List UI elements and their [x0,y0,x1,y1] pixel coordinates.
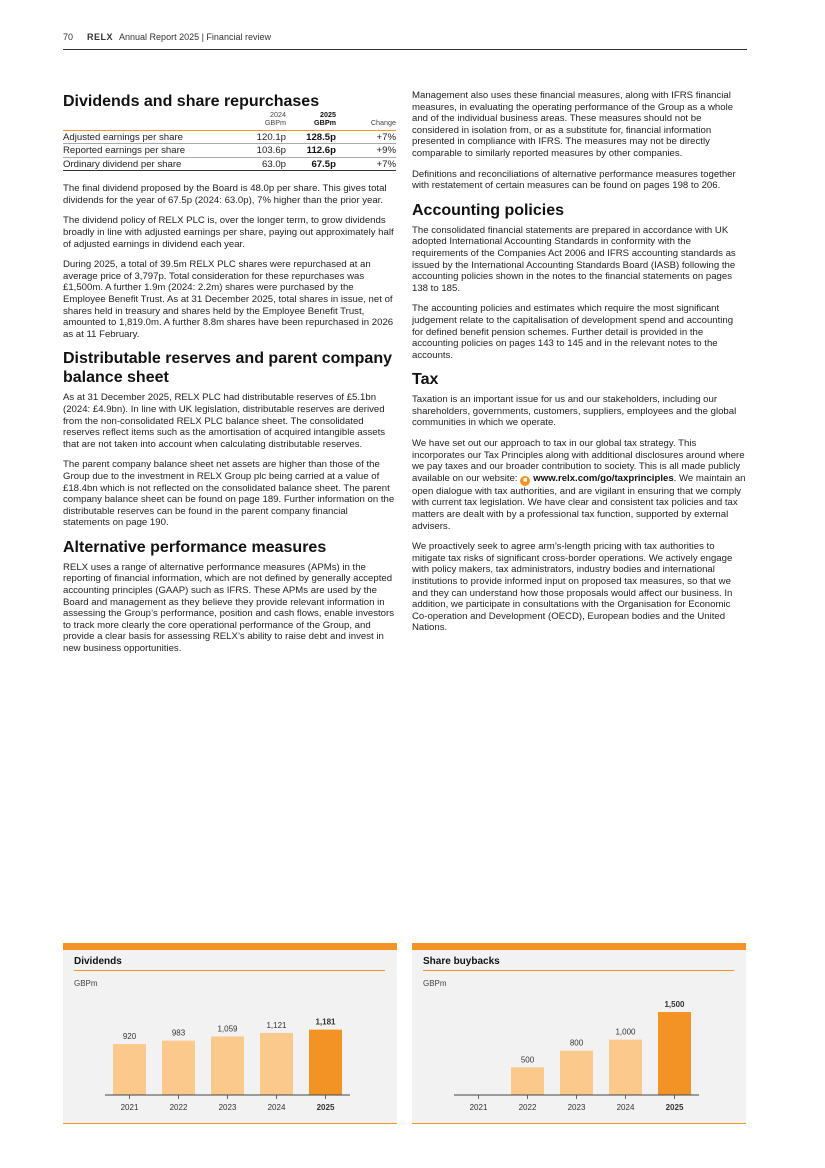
paragraph: RELX uses a range of alternative performance measures (APMs) in the reporting of financial information, which are not defined by generally accepted accounting principles (GAAP) such as IFRS. These APMs are used by the Board and management as they believe they provide relevant information in assessing the Group’s performance, position and cash flows, enable investors to track more clearly the core operational performance of the Group, and provide a clear basis for assessing RELX’s ability to raise debt and invest in new business opportunities. [63,561,394,655]
paragraph: The dividend policy of RELX PLC is, over the longer term, to grow dividends broadly in line with adjusted earnings per share, paying out approximately half of adjusted earnings in dividend each year. [63,215,394,250]
x-tick-label: 2025 [665,1103,684,1112]
value-label: 1,121 [266,1020,287,1030]
accounting-heading: Accounting policies [412,201,565,219]
col-2024-header: 2024 GBPm [264,110,286,127]
dividends-chart [63,943,397,1124]
bar-2025 [658,1012,691,1095]
x-tick-label: 2021 [120,1103,139,1112]
brand-name: RELX [87,32,114,42]
buybacks-chart [412,943,746,1124]
table-row: Ordinary dividend per share 63.0p 67.5p +7% [63,158,396,170]
bar-2023 [560,1051,593,1095]
buybacks-chart-svg [412,950,746,1124]
col-change-header: Change [370,118,396,127]
reserves-heading: Distributable reserves and parent company balance sheet [63,350,392,387]
dividends-chart-svg [63,950,397,1124]
value-label: 1,059 [217,1024,238,1034]
value-label: 1,181 [315,1017,336,1027]
paragraph: The final dividend proposed by the Board is 48.0p per share. This gives total dividends for the year of 67.5p (2024: 63.0p), 7% higher than the prior year. [63,183,387,206]
paragraph: We have set out our approach to tax in our global tax strategy. This incorporates our Tax Principles along with additional disclosures around where we pay taxes and our broader contribution to society. This is all made publicly available on our website: ■ www.relx.com/go/taxprinciples. We maintain an open dialogue with tax authorities, and are vigilant in ensuring that we comply with current tax legislation. We have clear and consistent tax policies and tax matters are dealt with by a professional tax function, supported by external advisers. [412,438,746,532]
paragraph: The consolidated financial statements are prepared in accordance with UK adopted International Accounting Standards in conformity with the requirements of the Companies Act 2006 and IFRS accounting standards as issued by the International Accounting Standards Board (IASB) following the accounting policies shown in the notes to the financial statements on pages 138 to 185. [412,224,736,294]
table-row: Reported earnings per share 103.6p 112.6p +9% [63,145,396,157]
value-label: 1,000 [615,1027,636,1037]
col-2025-header: 2025 GBPm [314,110,336,127]
eps-table [63,111,396,171]
tax-heading: Tax [412,371,439,389]
value-label: 500 [520,1055,535,1065]
right-column [412,90,746,643]
x-tick-label: 2021 [469,1103,488,1112]
x-tick-label: 2022 [518,1103,537,1112]
paragraph: The parent company balance sheet net assets are higher than those of the Group due to the investment in RELX Group plc being carried at a value of £18.4bn which is not reflected on the consolidated balance sheet. The parent company balance sheet can be found on page 189. Further information on the distributable reserves can be found in the parent company financial statements on page 190. [63,459,395,529]
paragraph: Definitions and reconciliations of alternative performance measures together with restatement of certain measures can be found on pages 198 to 206. [412,168,736,192]
x-tick-label: 2022 [169,1103,188,1112]
bar-2025 [309,1030,342,1095]
bar-2022 [511,1067,544,1095]
value-label: 800 [569,1038,584,1048]
x-tick-label: 2024 [267,1103,286,1112]
bar-2021 [113,1044,146,1095]
value-label: 983 [171,1028,186,1038]
page-number: 70 [63,32,74,42]
chart-title: Dividends [74,956,385,971]
table-row: Adjusted earnings per share 120.1p 128.5p +7% [63,132,396,143]
paragraph: We proactively seek to agree arm’s-length pricing with tax authorities to mitigate tax risks of significant cross-border operations. We actively engage with policy makers, tax administrators, industry bodies and international institutions to provide informed input on proposed tax measures, so that we and they can understand how those proposals would affect our business. In addition, we participate in consultations with the Organisation for Economic Co-operation and Development (OECD), European bodies and the United Nations. [412,541,733,634]
dividends-heading: Dividends and share repurchases [63,93,320,110]
chart-title: Share buybacks [423,956,734,971]
external-link-icon: ■ [520,476,530,486]
value-label: 1,500 [664,1000,685,1009]
header-subtitle: Annual Report 2025 | Financial review [119,32,271,42]
paragraph: During 2025, a total of 39.5m RELX PLC shares were repurchased at an average price of 3,797p. Total consideration for these repurchases was £1,500m. A further 1.9m (2024: 2.2m) shares were purchased by the Employee Benefit Trust. As at 31 December 2025, total shares in issue, net of shares held in treasury and shares held by the Employee Benefit Trust, amounted to 1,819.0m. A further 8.8m shares have been repurchased in 2026 as at 11 February. [63,259,394,340]
left-column [63,90,396,664]
x-tick-label: 2023 [218,1103,237,1112]
x-tick-label: 2024 [616,1103,635,1112]
tax-principles-link[interactable]: www.relx.com/go/taxprinciples [533,472,674,484]
paragraph: The accounting policies and estimates which require the most significant judgement relate to the capitalisation of development spend and accounting for defined benefit pension schemes. Further detail is provided in the accounting policies on pages 143 to 145 and in the relevant notes to the accounts. [412,303,734,361]
chart-unit: GBPm [423,979,447,988]
chart-unit: GBPm [74,979,98,988]
value-label: 920 [122,1032,137,1042]
bar-2024 [260,1033,293,1095]
x-tick-label: 2025 [316,1103,335,1112]
paragraph: Management also uses these financial measures, along with IFRS financial measures, in evaluating the operating performance of the Group as a whole and of the individual business areas. These measures should not be considered in isolation from, or as a substitute for, financial information presented in compliance with IFRS. The measures may not be directly comparable to similarly reported measures by other companies. [412,90,734,159]
paragraph: Taxation is an important issue for us and our stakeholders, including our shareholders, governments, customers, suppliers, employees and the global communities in which we operate. [412,394,737,429]
bar-2022 [162,1041,195,1095]
bar-2024 [609,1040,642,1095]
apm-heading: Alternative performance measures [63,538,327,556]
x-tick-label: 2023 [567,1103,586,1112]
bar-2023 [211,1036,244,1095]
paragraph: As at 31 December 2025, RELX PLC had distributable reserves of £5.1bn (2024: £4.9bn). In line with UK legislation, distributable reserves are derived from the non-consolidated RELX PLC balance sheet. The consolidated reserves reflect items such as the amortisation of acquired intangible assets that are not taken into account when calculating distributable reserves. [63,392,386,450]
page-header [63,32,747,50]
